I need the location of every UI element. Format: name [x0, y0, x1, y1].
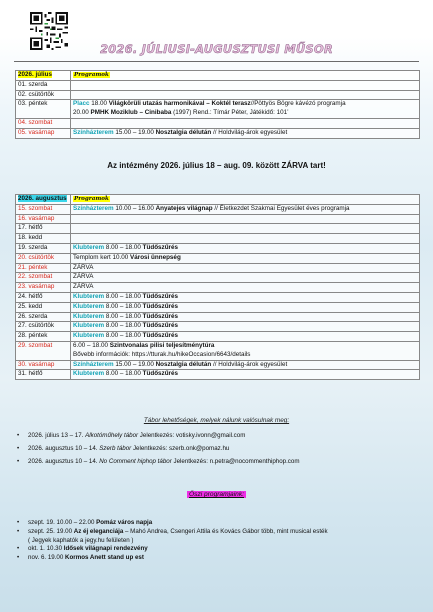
day-cell: 24. hétfő [16, 292, 71, 302]
autumn-title: Őszi programjaink: [189, 491, 244, 498]
program-header-label: Programok [74, 72, 109, 78]
day-cell: 01. szerda [16, 80, 71, 90]
list-item [14, 519, 328, 528]
day-cell: 03. péntek [16, 100, 71, 119]
venue-label: Klubterem [73, 332, 105, 340]
program-cell [71, 204, 420, 214]
day-cell: 23. vasárnap [16, 283, 71, 293]
event-title: Nosztalgia délután [155, 128, 212, 136]
text-segment: Alkotóműhely tábor [85, 432, 139, 439]
list-item [14, 445, 300, 454]
day-cell: 26. szerda [16, 312, 71, 322]
bullet-icon: • [17, 554, 20, 562]
day-cell: 31. hétfő [16, 370, 71, 380]
event-title: Tüdőszűrés [142, 370, 178, 378]
text-segment: 6.00 – 18.00 [73, 341, 110, 349]
month-header-cell [16, 71, 71, 81]
text-segment: ( Jegyek kaphatók a jegy.hu felületen ) [28, 536, 134, 544]
day-cell: 02. csütörtök [16, 90, 71, 100]
venue-label: Klubterem [73, 312, 105, 320]
text-segment: Jelentkezés: votisky.ivonn@gmail.com [138, 432, 246, 439]
event-title: Idősek világnapi rendezvény [63, 545, 148, 553]
event-title: Tüdőszűrés [142, 312, 178, 320]
program-cell [71, 332, 420, 342]
table-row [16, 292, 420, 302]
july-schedule-table [15, 70, 420, 139]
day-cell: 05. vasárnap [16, 128, 71, 138]
text-segment: szept. 19. 10.00 – 22.00 [28, 519, 97, 526]
table-row [16, 341, 420, 360]
table-row [16, 332, 420, 342]
table-row [16, 224, 420, 234]
day-cell: 21. péntek [16, 263, 71, 273]
table-row [16, 100, 420, 119]
event-title: Kormos Anett stand up est [65, 554, 144, 562]
event-title: Pomáz város napja [96, 519, 153, 526]
program-cell [71, 341, 420, 360]
title-divider [14, 61, 419, 62]
text-segment: Templom kert 10.00 [73, 253, 131, 261]
camps-list [14, 432, 300, 470]
program-cell [71, 234, 420, 244]
text-segment: Szerb tábor [99, 444, 132, 452]
event-title: PMHK Moziklub – Cinibaba [90, 109, 172, 117]
program-cell [71, 360, 420, 370]
table-row [16, 263, 420, 273]
bullet-icon: • [17, 444, 20, 452]
program-cell [71, 322, 420, 332]
text-segment: 8.00 – 18.00 [104, 312, 143, 320]
day-cell: 15. szombat [16, 204, 71, 214]
table-row [16, 80, 420, 90]
day-cell: 19. szerda [16, 243, 71, 253]
program-header-cell [71, 195, 420, 205]
text-segment: 18.00 [89, 100, 109, 108]
closure-notice: Az intézmény 2026. július 18 – aug. 09. között ZÁRVA tart! [107, 161, 326, 170]
table-row [16, 322, 420, 332]
day-cell: 30. vasárnap [16, 360, 71, 370]
program-cell [71, 100, 420, 119]
text-segment: 15.00 – 19.00 [113, 128, 156, 136]
event-title: Tüdőszűrés [142, 243, 178, 251]
venue-label: Színházterem [73, 360, 114, 368]
event-title: Tüdőszűrés [142, 322, 178, 330]
event-title: Tüdőszűrés [142, 302, 178, 310]
text-segment: 8.00 – 18.00 [104, 370, 143, 378]
month-header-label: 2026. július [18, 71, 52, 78]
event-title: Városi ünnepség [130, 253, 181, 261]
bullet-icon: • [17, 527, 20, 535]
program-cell [71, 224, 420, 234]
program-cell [71, 118, 420, 128]
text-segment: 8.00 – 18.00 [104, 332, 143, 340]
program-cell [71, 253, 420, 263]
table-row [16, 243, 420, 253]
program-cell [71, 80, 420, 90]
august-schedule-table [15, 194, 420, 380]
table-row [16, 204, 420, 214]
text-segment: – Mahó Andrea, Csengeri Attila és Kovács Gábor több, mint musical esték [123, 527, 328, 535]
venue-label: Klubterem [73, 322, 105, 330]
bullet-icon: • [17, 457, 20, 465]
day-cell: 27. csütörtök [16, 322, 71, 332]
day-cell: 25. kedd [16, 302, 71, 312]
text-segment: //Pöttyös Bögre kávézó programja [250, 100, 346, 108]
list-item [14, 458, 300, 467]
venue-label: Klubterem [73, 292, 105, 300]
text-segment: szept. 25. 19.00 [28, 527, 74, 535]
text-segment: Bővebb információk: https://tturak.hu/hikeOccasion/6643/details [73, 350, 251, 358]
camps-title: Tábor lehetőségek, melyek nálunk valósulnak meg: [143, 417, 290, 424]
text-segment: nov. 6. 19.00 [28, 554, 66, 562]
list-item [14, 554, 328, 563]
text-segment: 20.00 [73, 109, 91, 117]
day-cell: 18. kedd [16, 234, 71, 244]
text-segment: // Holdvilág-árok egyesület [211, 128, 288, 136]
table-row [16, 302, 420, 312]
event-title: Szintvonalas pilisi teljesítménytúra [109, 341, 215, 349]
program-cell [71, 90, 420, 100]
venue-label: Klubterem [73, 302, 105, 310]
event-title: Tüdőszűrés [142, 292, 178, 300]
bullet-icon: • [17, 519, 20, 526]
text-segment: ZÁRVA [73, 263, 94, 271]
day-cell: 16. vasárnap [16, 214, 71, 224]
program-header-cell [71, 71, 420, 81]
month-header-label: 2026. augusztus [18, 195, 67, 202]
table-row [16, 370, 420, 380]
text-segment: 10.00 – 16.00 [113, 204, 156, 212]
text-segment: ZÁRVA [73, 273, 94, 281]
table-row [16, 234, 420, 244]
table-row [16, 128, 420, 138]
text-segment: // Életkezdet Szakmai Egyesület éves programja [212, 204, 350, 212]
list-item [14, 432, 300, 441]
page-title: 2026. JÚLIUSI-AUGUSZTUSI MŰSOR [100, 42, 333, 56]
text-segment: ZÁRVA [73, 283, 94, 291]
text-segment: Jelentkezés: n.petra@nocommenthiphop.com [171, 457, 300, 465]
text-segment: okt. 1. 10.30 [28, 545, 64, 553]
program-cell [71, 283, 420, 293]
program-cell [71, 273, 420, 283]
program-cell [71, 370, 420, 380]
list-item [14, 545, 328, 554]
text-segment: 8.00 – 18.00 [104, 292, 143, 300]
event-title: Anyatejes világnap [155, 204, 213, 212]
table-row [16, 360, 420, 370]
event-title: Világkörüli utazás harmonikával – Koktél terasz [108, 100, 251, 108]
event-title: Nosztalgia délután [155, 360, 212, 368]
table-row [16, 118, 420, 128]
table-row [16, 273, 420, 283]
text-segment: 15.00 – 19.00 [113, 360, 156, 368]
program-cell [71, 312, 420, 322]
program-cell [71, 128, 420, 138]
day-cell: 29. szombat [16, 341, 71, 360]
venue-label: Színházterem [73, 204, 114, 212]
day-cell: 20. csütörtök [16, 253, 71, 263]
list-item [14, 528, 328, 546]
day-cell: 22. szombat [16, 273, 71, 283]
text-segment: 2026. augusztus 10 – 14. [28, 444, 100, 452]
venue-label: Klubterem [73, 243, 105, 251]
text-segment: 8.00 – 18.00 [104, 322, 143, 330]
bullet-icon: • [17, 545, 20, 553]
table-row [16, 253, 420, 263]
autumn-list [14, 519, 328, 563]
table-row [16, 283, 420, 293]
program-cell [71, 263, 420, 273]
venue-label: Placc [73, 100, 90, 108]
program-cell [71, 302, 420, 312]
event-title: Tüdőszűrés [142, 332, 178, 340]
text-segment: (1997) Rend.: Tímár Péter, Játékidő: 101’ [171, 109, 289, 117]
day-cell: 28. péntek [16, 332, 71, 342]
day-cell: 17. hétfő [16, 224, 71, 234]
month-header-cell [16, 195, 71, 205]
table-header-row [16, 195, 420, 205]
program-cell [71, 292, 420, 302]
text-segment: Jelentkezés: szerb.onk@pomaz.hu [131, 444, 230, 452]
venue-label: Színházterem [73, 128, 114, 136]
table-row [16, 312, 420, 322]
table-header-row [16, 71, 420, 81]
day-cell: 04. szombat [16, 118, 71, 128]
text-segment: 8.00 – 18.00 [104, 243, 143, 251]
autumn-title-wrap [0, 483, 433, 501]
program-header-label: Programok [74, 196, 109, 202]
text-segment: No Comment hiphop tábor [99, 457, 172, 465]
table-row [16, 214, 420, 224]
text-segment: 2026. augusztus 10 – 14. [28, 457, 100, 465]
program-cell [71, 214, 420, 224]
text-segment: // Holdvilág-árok egyesület [211, 360, 288, 368]
table-row [16, 90, 420, 100]
event-title: Az éj eleganciája [73, 527, 124, 535]
text-segment: 2026. július 13 – 17. [28, 432, 86, 439]
program-cell [71, 243, 420, 253]
bullet-icon: • [17, 432, 20, 439]
venue-label: Klubterem [73, 370, 105, 378]
text-segment: 8.00 – 18.00 [104, 302, 143, 310]
